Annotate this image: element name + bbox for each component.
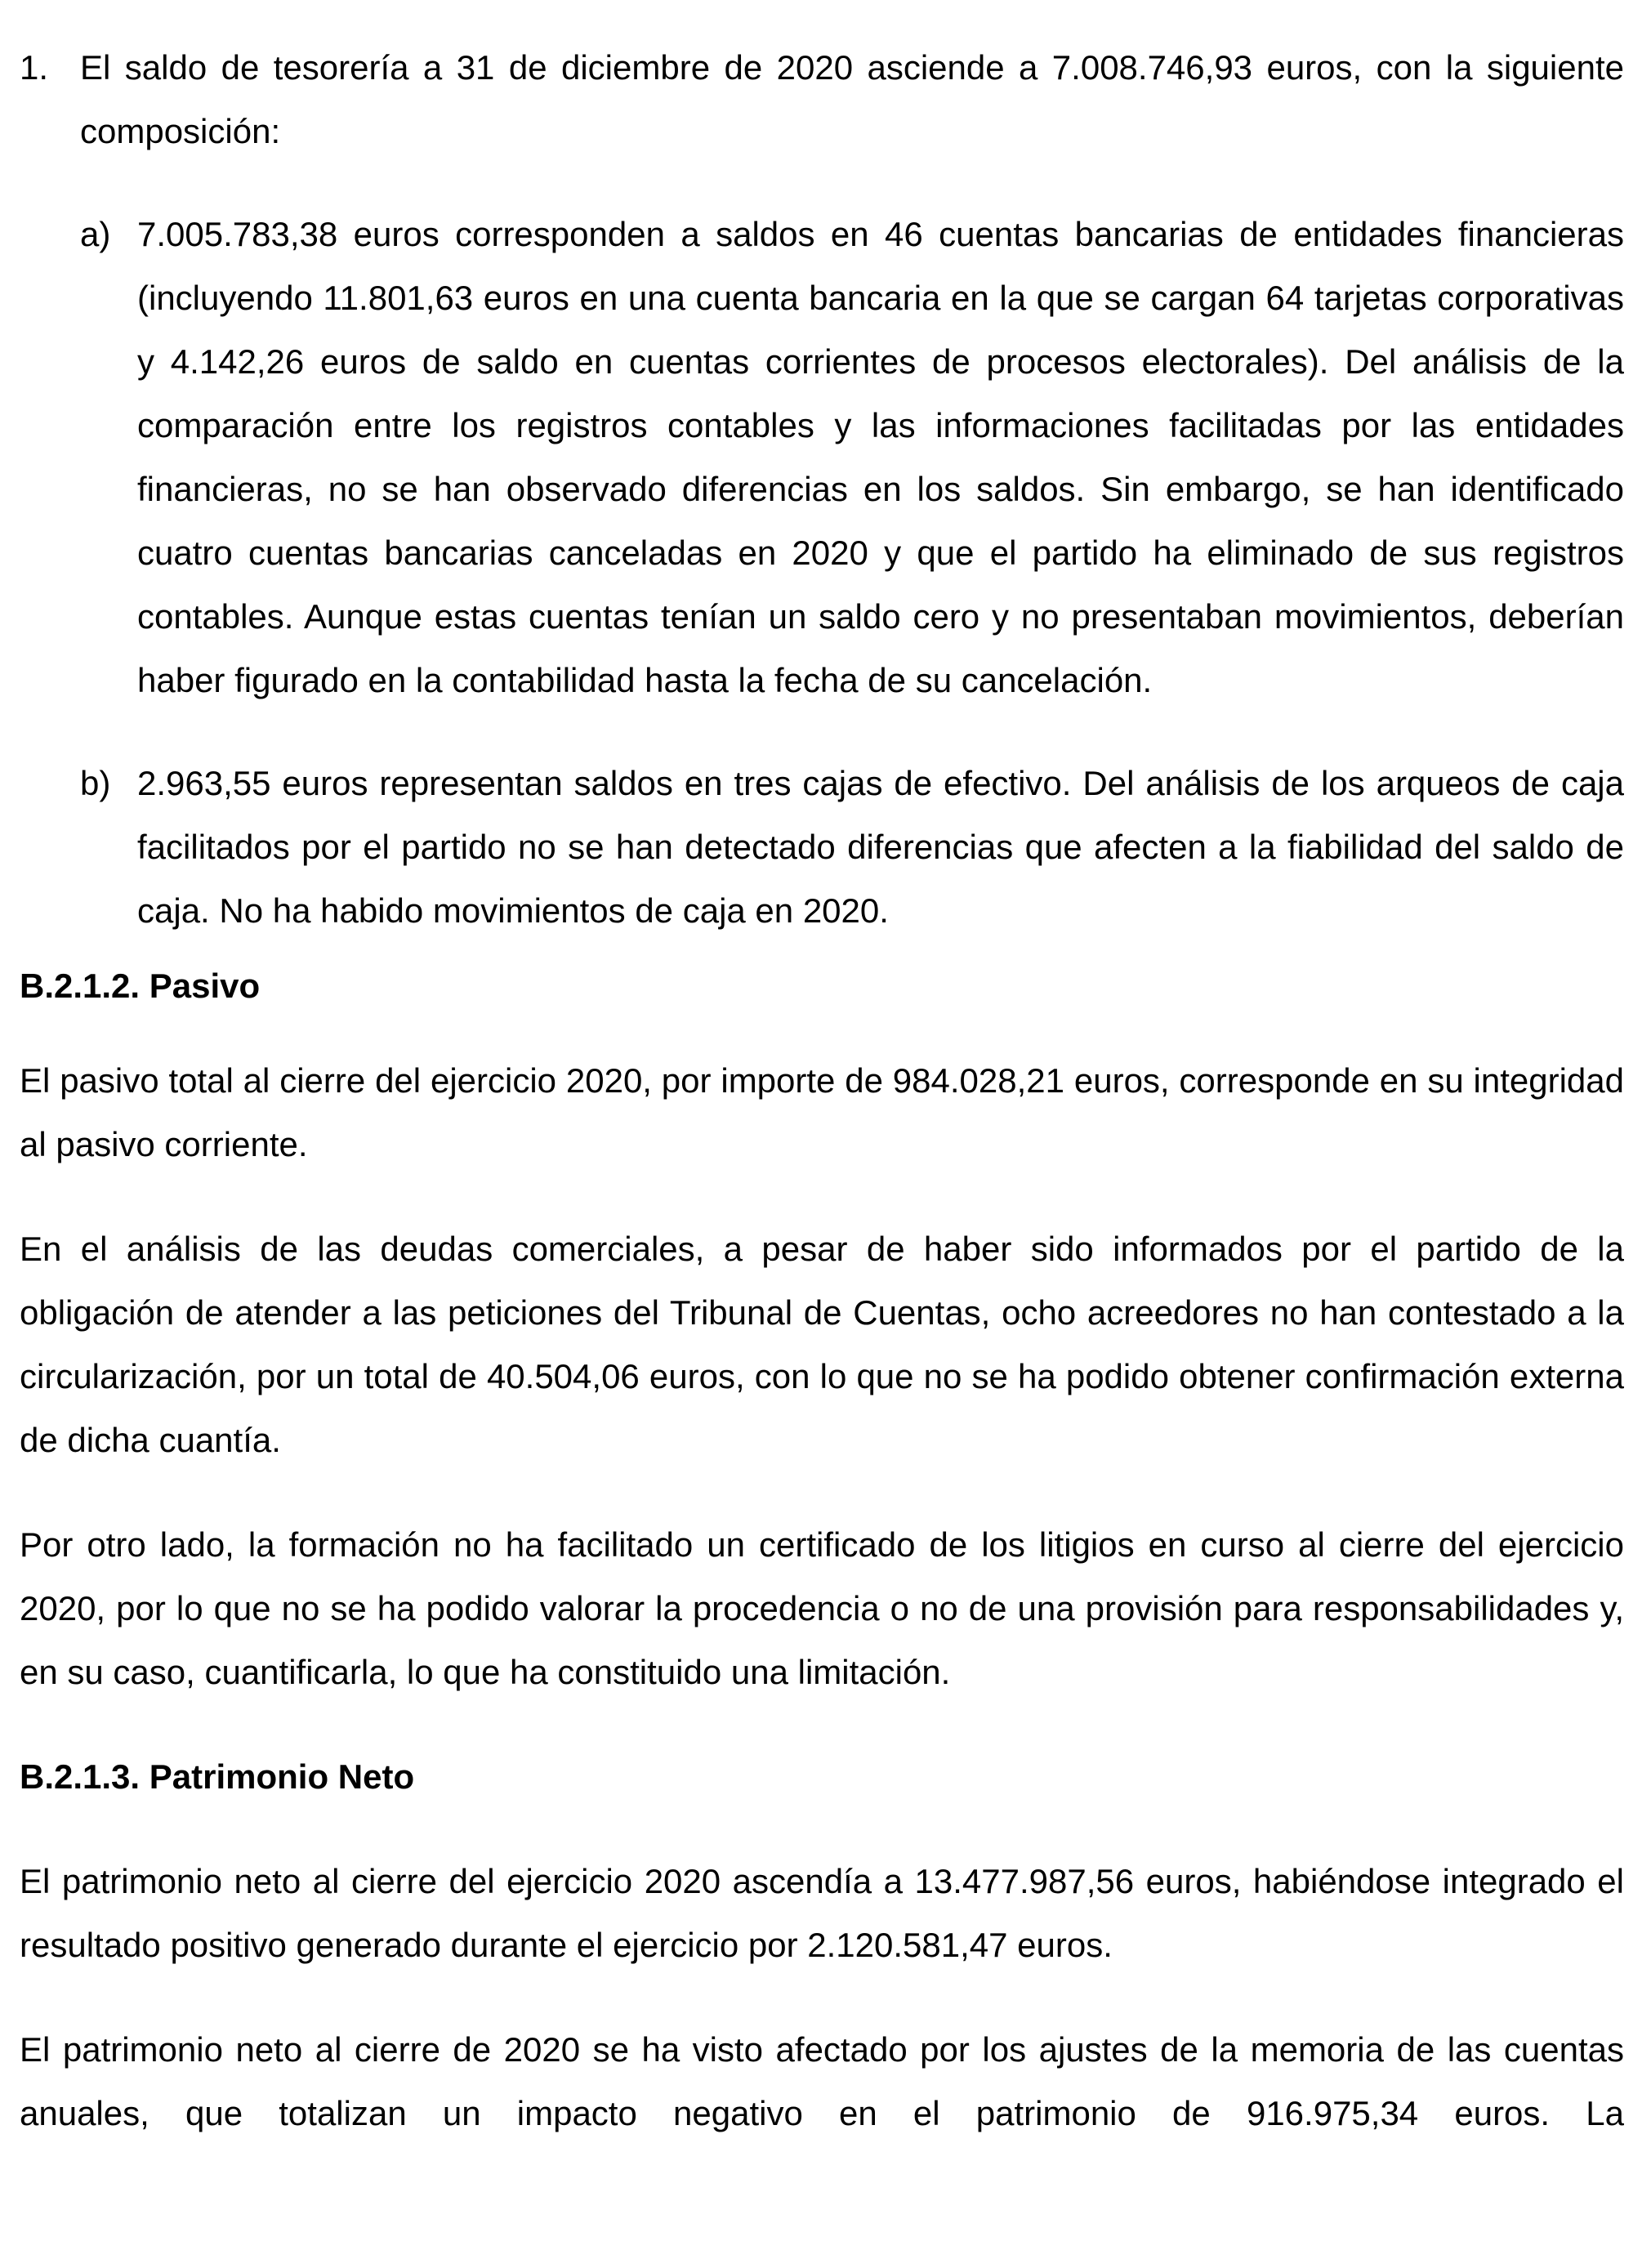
paragraph: El pasivo total al cierre del ejercicio 2020, por importe de 984.028,21 euros, corresponde en su integridad al pasivo corriente. [20,1061,1624,1163]
paragraph: El patrimonio neto al cierre del ejercicio 2020 ascendía a 13.477.987,56 euros, habiéndose integrado el resultado positivo generado durante el ejercicio por 2.120.581,47 euros. [20,1862,1624,1964]
sub-item-text: 7.005.783,38 euros corresponden a saldos en 46 cuentas bancarias de entidades financieras (incluyendo 11.801,63 euros en una cuenta bancaria en la que se cargan 64 tarjetas corporativas y 4.142,26 euros de saldo en cuentas corrientes de procesos electorales). Del análisis de la comparación entre los registros contables y las informaciones facilitadas por las entidades financieras, no se han observado diferencias en los saldos. Sin embargo, se han identificado cuatro cuentas bancarias canceladas en 2020 y que el partido ha eliminado de sus registros contables. Aunque estas cuentas tenían un saldo cero y no presentaban movimientos, deberían haber figurado en la contabilidad hasta la fecha de su cancelación. [137,215,1624,699]
item-text: El saldo de tesorería a 31 de diciembre de 2020 asciende a 7.008.746,93 euros, con la siguiente composición: [80,48,1624,150]
section-heading-patrimonio-neto: B.2.1.3. Patrimonio Neto [20,1757,415,1796]
document-page [20,36,1624,2145]
section-heading-pasivo: B.2.1.2. Pasivo [20,967,261,1005]
sub-item-marker: a) [80,215,111,253]
sub-item-b [20,752,1624,943]
sub-item-text: 2.963,55 euros representan saldos en tres cajas de efectivo. Del análisis de los arqueos de caja facilitados por el partido no se han detectado diferencias que afecten a la fiabilidad del saldo de caja. No ha habido movimientos de caja en 2020. [137,764,1624,930]
numbered-item-1 [20,36,1624,163]
paragraph: El patrimonio neto al cierre de 2020 se ha visto afectado por los ajustes de la memoria de las cuentas anuales, que totalizan un impacto negativo en el patrimonio de 916.975,34 euros. La [20,2030,1624,2132]
paragraph: En el análisis de las deudas comerciales, a pesar de haber sido informados por el partido de la obligación de atender a las peticiones del Tribunal de Cuentas, ocho acreedores no han contestado a la circularización, por un total de 40.504,06 euros, con lo que no se ha podido obtener confirmación externa de dicha cuantía. [20,1230,1624,1459]
item-marker: 1. [20,48,49,87]
sub-item-marker: b) [80,764,111,802]
paragraph: Por otro lado, la formación no ha facilitado un certificado de los litigios en curso al cierre del ejercicio 2020, por lo que no se ha podido valorar la procedencia o no de una provisión para responsabilidades y, en su caso, cuantificarla, lo que ha constituido una limitación. [20,1525,1624,1691]
sub-item-a [20,203,1624,712]
